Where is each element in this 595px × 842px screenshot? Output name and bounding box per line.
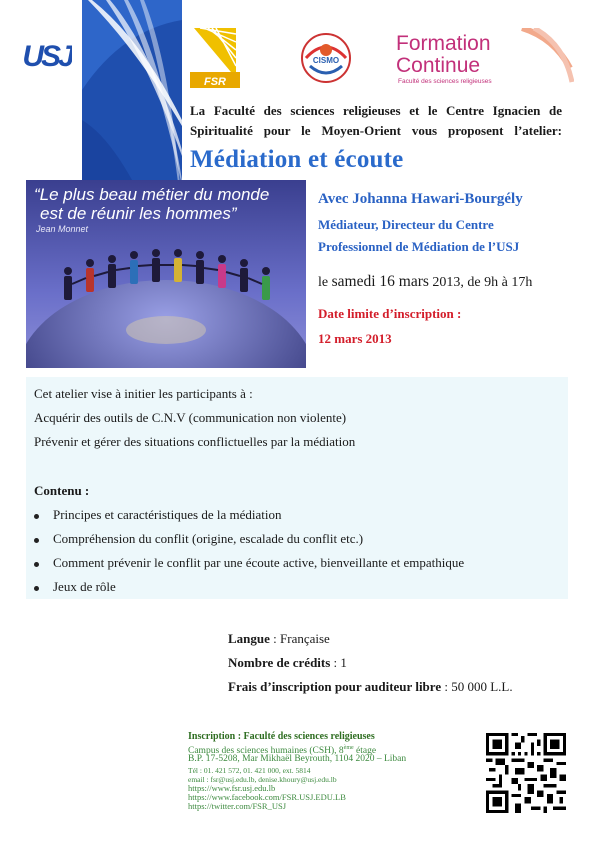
event-date-suffix: 2013, de 9h à 17h	[428, 275, 533, 290]
fee-value: : 50 000 L.L.	[441, 679, 513, 694]
speaker-name: Avec Johanna Hawari-Bourgély	[318, 191, 523, 207]
formation-continue-logo	[394, 28, 574, 88]
bullet-icon	[34, 538, 39, 543]
address-superscript: ème	[343, 745, 354, 751]
bullet-icon	[34, 514, 39, 519]
content-heading: Contenu :	[34, 483, 90, 498]
fsr-logo	[190, 28, 240, 88]
objective-item: Acquérir des outils de C.N.V (communication non violente)	[34, 410, 347, 425]
content-item-text: Compréhension du conflit (origine, escalade du conflit etc.)	[53, 531, 364, 546]
language-line	[228, 631, 330, 647]
intro-line-2: Spiritualité pour le Moyen-Orient vous proposent l’atelier:	[190, 123, 562, 138]
intro-text	[190, 101, 562, 141]
contact-address-2: B.P. 17-5208, Mar Mikhaël Beyrouth, 1104 2020 – Liban	[188, 754, 407, 764]
event-date	[318, 273, 532, 291]
credits-label: Nombre de crédits	[228, 655, 331, 670]
speaker-role-line-1: Médiateur, Directeur du Centre	[318, 217, 494, 232]
formation-subtitle: Faculté des sciences religieuses	[398, 78, 492, 85]
contact-title: Inscription : Faculté des sciences religieuses	[188, 731, 375, 742]
fsr-logo-text: FSR	[204, 76, 226, 88]
objective-item: Prévenir et gérer des situations conflictuelles par la médiation	[34, 434, 356, 449]
event-date-prefix: le	[318, 275, 332, 290]
language-value: : Française	[269, 631, 330, 646]
deadline-label: Date limite d’inscription :	[318, 306, 462, 321]
intro-line-1: La Faculté des sciences religieuses et le Centre Ignacien de	[190, 103, 562, 118]
cismo-logo-text: CISMO	[312, 56, 340, 65]
hero-quote-line-2: est de réunir les hommes”	[40, 204, 237, 223]
contact-website-link[interactable]: https://www.fsr.usj.edu.lb	[188, 783, 276, 793]
hero-image	[26, 180, 306, 368]
content-item-text: Comment prévenir le conflit par une écoute active, bienveillante et empathique	[53, 555, 465, 570]
content-list-item	[34, 579, 116, 595]
content-list-item	[34, 507, 282, 523]
usj-logo	[22, 28, 72, 80]
content-list-item	[34, 555, 464, 571]
content-item-text: Principes et caractéristiques de la médiation	[53, 507, 282, 522]
formation-text: Formation	[396, 32, 491, 55]
page-title: Médiation et écoute	[190, 146, 404, 173]
deadline-date: 12 mars 2013	[318, 331, 392, 346]
description-panel	[26, 377, 568, 599]
hero-quote-line-1: “Le plus beau métier du monde	[34, 185, 270, 204]
credits-value: : 1	[330, 655, 347, 670]
contact-phone: Tél : 01. 421 572, 01. 421 000, ext. 5814	[188, 766, 311, 775]
language-label: Langue	[228, 631, 270, 646]
fee-line	[228, 679, 513, 695]
cismo-logo	[298, 32, 354, 84]
address-suffix: étage	[353, 746, 377, 757]
contact-facebook-link[interactable]: https://www.facebook.com/FSR.USJ.EDU.LB	[188, 792, 346, 802]
speaker-role-line-2: Professionnel de Médiation de l’USJ	[318, 239, 520, 254]
address-text: Campus des sciences humaines (CSH), 8	[188, 746, 344, 757]
bullet-icon	[34, 586, 39, 591]
objectives-intro: Cet atelier vise à initier les participants à :	[34, 386, 253, 401]
hero-quote-author: Jean Monnet	[36, 224, 89, 234]
contact-twitter-link[interactable]: https://twitter.com/FSR_USJ	[188, 801, 287, 811]
qr-code[interactable]	[486, 733, 566, 813]
contact-email: email : fsr@usj.edu.lb, denise.khoury@usj.edu.lb	[188, 775, 337, 784]
usj-logo-text: USJ	[22, 40, 72, 73]
credits-line	[228, 655, 347, 671]
content-item-text: Jeux de rôle	[53, 579, 116, 594]
event-date-day: samedi 16 mars	[331, 273, 429, 290]
continue-text: Continue	[396, 54, 481, 77]
fee-label: Frais d’inscription pour auditeur libre	[228, 679, 442, 694]
content-list-item	[34, 531, 363, 547]
bullet-icon	[34, 562, 39, 567]
